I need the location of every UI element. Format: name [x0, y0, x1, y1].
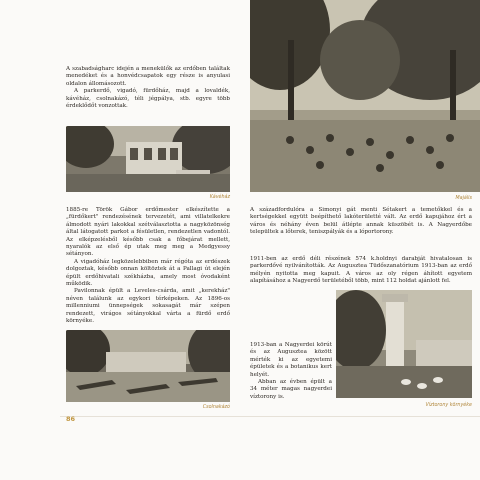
- csolnakazo-photo: [66, 330, 230, 402]
- csolnakazo-photo-image: [66, 330, 230, 402]
- right-paragraph: 1913-ban a Nagyerdei körút és az Augusztea között mérték ki az egyetemi épületek és a botanikus kert helyét.: [250, 342, 332, 378]
- viztorony-photo: [336, 290, 472, 398]
- kavehaz-caption: Kávéház: [209, 195, 230, 200]
- majalis-caption: Majális: [455, 196, 472, 201]
- right-paragraph: Abban az évben épült a 34 méter magas nagyerdei víztorony is.: [250, 379, 332, 400]
- viztorony-caption: Víztorony környéke: [425, 403, 472, 408]
- footer-rule: [60, 416, 480, 417]
- intro-text: [66, 66, 230, 110]
- left-main-paragraph: A vigadóház legközelebbiben már régóta az erdészek dolgoztak, később onnan költöztek át a Pallagi út elején épült erdőhivatali székházba, amely most óvodaként működik.: [66, 258, 230, 288]
- majalis-photo-image: [250, 0, 480, 192]
- right-paragraph: 1911-ben az erdő déli részének 574 k.holdnyi darabját hivatalosan is parkerdővé nyilvánították. Az Augusztea Tüdőszanatórium 1913-ban az erdő mélyén nyitotta meg kapuit. A város az oly régen áhított egyetem alapításához a Nagyerdő területéből több, mint 112 holdat ajánlott fel.: [250, 256, 472, 285]
- viztorony-photo-image: [336, 290, 472, 398]
- majalis-photo: [250, 0, 480, 192]
- kavehaz-photo: [66, 126, 230, 192]
- left-main-paragraph: Pavilonnak épült a Leveles-csárda, amit „kerekház" néven találunk az egykori térképeken. Az 1896-os millenniumi ünnepségek sokasagát már szépen rendezett, virágos sétányokkal várta a fürdő erdő környéke.: [66, 288, 230, 325]
- intro-paragraph: A parkerdő, vigadó, fürdőház, majd a lovaldék, kávéház, csolnakázó, téli jégpálya, stb. egyre több érdeklődőt vonzottak.: [66, 88, 230, 110]
- left-main-paragraph: 1885-re Török Gábor erdőmester elkészítette a „fürdőkert" rendezésének tervezetét, ami villatelkekre álmodott nyári lakokkal szétválasztotta a nagyközönség által látogatott parkot a fésületlen, rendezetlen vadontól. Az elképzelésből később csak a főbejárat mellett, nyaralók az első ép utak meg meg a Medgyessy sétányon.: [66, 207, 230, 258]
- right-paragraph: A századfordulóra a Simonyi gát menti Sétakert a temetőkkel és a kertségekkel együtt beépíthető lakóterületté vált. Az erdő kapujához ért a város és néhány éven belül átlépte annak küszöbét is. A Nagyerdőbe települtek a lőterek, teniszpályák és a lóportorony.: [250, 207, 472, 236]
- intro-paragraph: A szabadságharc idején a menekülők az erdőben találtak menedéket és a honvédcsapatok egy része is anyulasi oldalon állomásozott.: [66, 66, 230, 87]
- right-text-upper: [250, 207, 472, 237]
- kavehaz-photo-image: [66, 126, 230, 192]
- right-text-middle: [250, 256, 472, 286]
- left-main-text: [66, 207, 230, 326]
- right-text-lower: [250, 342, 332, 401]
- csolnakazo-caption: Csolnakázó: [202, 405, 230, 410]
- page-number: 86: [66, 415, 76, 423]
